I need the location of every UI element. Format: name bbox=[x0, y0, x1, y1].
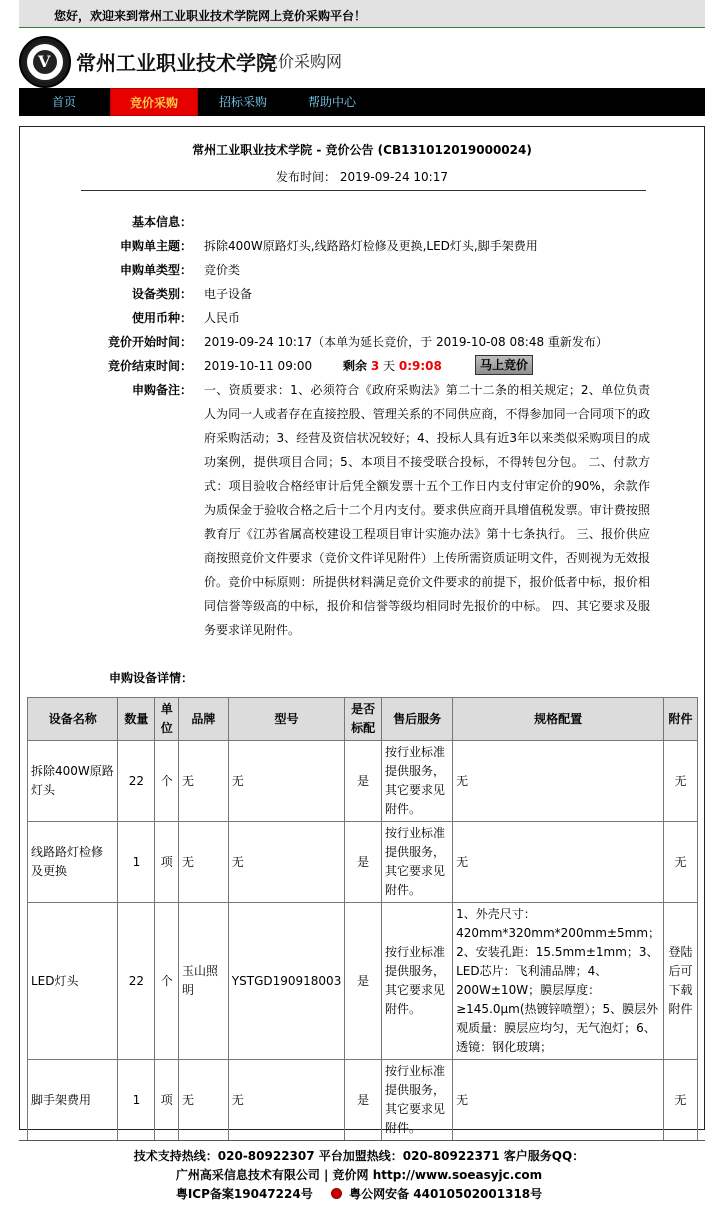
bid-now-button[interactable]: 马上竞价 bbox=[475, 355, 533, 375]
currency-label: 使用币种： bbox=[131, 311, 192, 325]
table-row bbox=[28, 822, 698, 903]
cell-attachment: 无 bbox=[664, 741, 698, 822]
cell-model: 无 bbox=[228, 741, 345, 822]
cell-standard: 是 bbox=[345, 903, 382, 1060]
countdown bbox=[343, 354, 442, 378]
col-model: 型号 bbox=[228, 698, 345, 741]
col-attachment: 附件 bbox=[664, 698, 698, 741]
col-service: 售后服务 bbox=[382, 698, 453, 741]
category-value: 电子设备 bbox=[204, 287, 253, 301]
cell-service: 按行业标准提供服务，其它要求见附件。 bbox=[382, 903, 453, 1060]
site-header bbox=[19, 34, 705, 88]
table-row bbox=[28, 1060, 698, 1141]
footer-divider bbox=[19, 1140, 705, 1141]
cell-spec: 1、外壳尺寸：420mm*320mm*200mm±5mm；2、安装孔距：15.5mm±1mm；3、LED芯片：飞利浦品牌；4、200W±10W；膜层厚度：≥145.0μm(热镀锌喷塑）；5、膜层外观质量：膜层应均匀，无气泡灯；6、透镜：钢化玻璃； bbox=[453, 903, 664, 1060]
nav-help[interactable]: 帮助中心 bbox=[307, 95, 356, 109]
cell-model: 无 bbox=[228, 1060, 345, 1141]
icp-record[interactable]: 粤ICP备案19047224号 bbox=[175, 1187, 313, 1201]
school-emblem-icon[interactable] bbox=[19, 36, 71, 88]
equipment-table bbox=[27, 697, 698, 1141]
start-value: 2019-09-24 10:17（本单为延长竞价，于 2019-10-08 08:48 重新发布） bbox=[204, 335, 608, 349]
publish-label: 发布时间： bbox=[276, 170, 337, 184]
remarks-label: 申购备注： bbox=[131, 383, 192, 397]
col-unit: 单位 bbox=[155, 698, 179, 741]
nav-tendering[interactable]: 招标采购 bbox=[218, 95, 267, 109]
cell-model: 无 bbox=[228, 822, 345, 903]
cell-qty: 1 bbox=[118, 822, 155, 903]
cell-brand: 无 bbox=[179, 822, 229, 903]
days-unit: 天 bbox=[383, 359, 396, 373]
footer-records bbox=[0, 1185, 718, 1204]
cell-name: 脚手架费用 bbox=[28, 1060, 118, 1141]
footer-company[interactable]: 广州高采信息技术有限公司 | 竞价网 http://www.soeasyjc.com bbox=[175, 1168, 543, 1182]
col-standard: 是否标配 bbox=[345, 698, 382, 741]
cell-unit: 个 bbox=[155, 903, 179, 1060]
cell-standard: 是 bbox=[345, 1060, 382, 1141]
table-row bbox=[28, 741, 698, 822]
announcement-title: 常州工业职业技术学院 - 竞价公告 (CB131012019000024) bbox=[192, 143, 532, 157]
subject-value: 拆除400W原路灯头,线路路灯检修及更换,LED灯头,脚手架费用 bbox=[204, 239, 538, 253]
col-qty: 数量 bbox=[118, 698, 155, 741]
end-value: 2019-10-11 09:00 bbox=[204, 359, 313, 373]
cell-service: 按行业标准提供服务，其它要求见附件。 bbox=[382, 822, 453, 903]
nav-bidding[interactable]: 竞价采购 bbox=[110, 88, 198, 116]
type-label: 申购单类型： bbox=[119, 263, 192, 277]
cell-standard: 是 bbox=[345, 741, 382, 822]
col-brand: 品牌 bbox=[179, 698, 229, 741]
cell-spec: 无 bbox=[453, 1060, 664, 1141]
welcome-text: 您好，欢迎来到常州工业职业技术学院网上竞价采购平台！ bbox=[54, 9, 367, 23]
cell-attachment-link[interactable]: 登陆后可下载附件 bbox=[664, 903, 698, 1060]
table-header-row bbox=[28, 698, 698, 741]
table-row bbox=[28, 903, 698, 1060]
cell-qty: 1 bbox=[118, 1060, 155, 1141]
welcome-bar bbox=[19, 0, 705, 28]
cell-attachment: 无 bbox=[664, 1060, 698, 1141]
site-subtitle: 竞价采购网 bbox=[262, 52, 343, 71]
subject-label: 申购单主题： bbox=[119, 239, 192, 253]
remarks-text: 一、资质要求：1、必须符合《政府采购法》第二十二条的相关规定；2、单位负责人为同一人或者存在直接控股、管理关系的不同供应商，不得参加同一合同项下的政府采购活动；3、经营及资信状况较好；4、投标人具有近3年以来类似采购项目的成功案例，提供项目合同；5、本项目不接受联合投标，不得转包分包。 二、付款方式：项目验收合格经审计后凭全额发票十五个工作日内支付审定价的90%，余款作为质保金于验收合格之后十二个月内支付。要求供应商开具增值税发票。审计费按照教育厅《江苏省属高校建设工程项目审计实施办法》第十七条执行。 三、报价供应商按照竞价文件要求（竞价文件详见附件）上传所需资质证明文件，否则视为无效报价。竞价中标原则：所提供材料满足竞价文件要求的前提下，报价低者中标，报价相同信誉等级高的中标，报价和信誉等级均相同时先报价的中标。 四、其它要求及服务要求详见附件。 bbox=[204, 383, 650, 637]
cell-service: 按行业标准提供服务，其它要求见附件。 bbox=[382, 741, 453, 822]
main-nav bbox=[19, 88, 705, 116]
cell-spec: 无 bbox=[453, 822, 664, 903]
cell-unit: 个 bbox=[155, 741, 179, 822]
cell-qty: 22 bbox=[118, 741, 155, 822]
cell-service: 按行业标准提供服务，其它要求见附件。 bbox=[382, 1060, 453, 1141]
cell-brand: 无 bbox=[179, 1060, 229, 1141]
cell-attachment: 无 bbox=[664, 822, 698, 903]
police-record[interactable]: 粤公网安备 44010502001318号 bbox=[349, 1187, 543, 1201]
cell-brand: 玉山照明 bbox=[179, 903, 229, 1060]
cell-qty: 22 bbox=[118, 903, 155, 1060]
details-label: 申购设备详情： bbox=[109, 671, 194, 685]
cell-brand: 无 bbox=[179, 741, 229, 822]
cell-spec: 无 bbox=[453, 741, 664, 822]
site-name: 常州工业职业技术学院 bbox=[76, 51, 276, 75]
divider bbox=[81, 190, 646, 191]
nav-home[interactable]: 首页 bbox=[51, 95, 76, 109]
start-label: 竞价开始时间： bbox=[107, 335, 192, 349]
cell-unit: 项 bbox=[155, 1060, 179, 1141]
cell-name: 线路路灯检修及更换 bbox=[28, 822, 118, 903]
remaining-label: 剩余 bbox=[343, 359, 368, 373]
col-spec: 规格配置 bbox=[453, 698, 664, 741]
publish-date bbox=[20, 168, 704, 185]
end-label: 竞价结束时间： bbox=[107, 359, 192, 373]
publish-time: 2019-09-24 10:17 bbox=[339, 170, 448, 184]
police-badge-icon bbox=[331, 1188, 342, 1199]
currency-value: 人民币 bbox=[204, 311, 241, 325]
type-value: 竞价类 bbox=[204, 263, 241, 277]
cell-unit: 项 bbox=[155, 822, 179, 903]
basic-info-label: 基本信息： bbox=[131, 215, 192, 229]
remaining-time: 0:9:08 bbox=[398, 359, 442, 373]
cell-standard: 是 bbox=[345, 822, 382, 903]
footer-hotlines: 技术支持热线：020-80922307 平台加盟热线：020-80922371 客户服务QQ： bbox=[133, 1149, 585, 1163]
col-name: 设备名称 bbox=[28, 698, 118, 741]
cell-model: YSTGD190918003 bbox=[228, 903, 345, 1060]
announcement-panel bbox=[19, 126, 705, 1135]
category-label: 设备类别： bbox=[131, 287, 192, 301]
cell-name: LED灯头 bbox=[28, 903, 118, 1060]
cell-name: 拆除400W原路灯头 bbox=[28, 741, 118, 822]
site-footer bbox=[0, 1147, 718, 1204]
remaining-days: 3 bbox=[370, 359, 380, 373]
